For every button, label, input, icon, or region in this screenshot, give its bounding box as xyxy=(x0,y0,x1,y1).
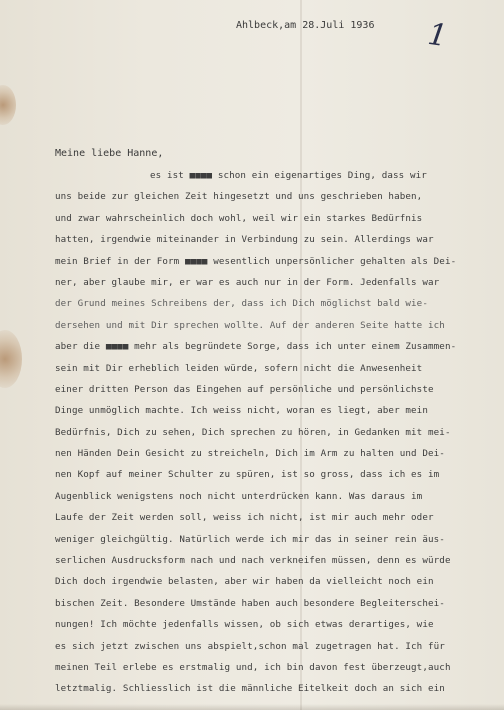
body-line: dersehen und mit Dir sprechen wollte. Auf der anderen Seite hatte ich xyxy=(55,319,445,331)
body-line: Dich doch irgendwie belasten, aber wir haben da vielleicht noch ein xyxy=(55,576,434,588)
body-line: nen Kopf auf meiner Schulter zu spüren, ist so gross, dass ich es im xyxy=(55,469,440,481)
body-line: es sich jetzt zwischen uns abspielt,schon mal zugetragen hat. Ich für xyxy=(55,640,445,652)
body-line: nungen! Ich möchte jedenfalls wissen, ob sich etwas derartiges, wie xyxy=(55,619,434,631)
body-line: Bedürfnis, Dich zu sehen, Dich sprechen zu hören, in Gedanken mit mei- xyxy=(55,426,451,438)
rust-stain-top xyxy=(0,85,16,125)
handwritten-page-number: 1 xyxy=(425,16,450,55)
body-line: sein mit Dir erheblich leiden würde, sofern nicht die Anwesenheit xyxy=(55,362,423,374)
body-line: weniger gleichgültig. Natürlich werde ich mir das in seiner rein äus- xyxy=(55,533,445,545)
body-line: hatten, irgendwie miteinander in Verbindung zu sein. Allerdings war xyxy=(55,234,434,246)
body-line: ner, aber glaube mir, er war es auch nur in der Form. Jedenfalls war xyxy=(55,276,440,288)
letter-body xyxy=(55,165,495,700)
body-line: Augenblick wenigstens noch nicht unterdrücken kann. Was daraus im xyxy=(55,490,423,502)
rust-stain-middle xyxy=(0,330,22,388)
salutation: Meine liebe Hanne, xyxy=(55,148,164,159)
paper-bottom-edge xyxy=(0,704,504,710)
body-line: aber die ■■■■ mehr als begründete Sorge, dass ich unter einem Zusammen- xyxy=(55,341,457,353)
body-line: und zwar wahrscheinlich doch wohl, weil wir ein starkes Bedürfnis xyxy=(55,212,423,224)
body-line: bischen Zeit. Besondere Umstände haben auch besondere Begleiterschei- xyxy=(55,597,445,609)
date-line: Ahlbeck,am 28.Juli 1936 xyxy=(236,20,375,31)
body-line: uns beide zur gleichen Zeit hingesetzt und uns geschrieben haben, xyxy=(55,191,423,203)
body-line: serlichen Ausdrucksform nach und nach verkneifen müssen, denn es würde xyxy=(55,555,451,567)
body-line: einer dritten Person das Eingehen auf persönliche und persönlichste xyxy=(55,383,434,395)
body-line: mein Brief in der Form ■■■■ wesentlich unpersönlicher gehalten als Dei- xyxy=(55,255,457,267)
body-line: nen Händen Dein Gesicht zu streicheln, Dich im Arm zu halten und Dei- xyxy=(55,448,445,460)
body-line: der Grund meines Schreibens der, dass ich Dich möglichst bald wie- xyxy=(55,298,428,310)
body-line: Dinge unmöglich machte. Ich weiss nicht, woran es liegt, aber mein xyxy=(55,405,428,417)
body-line: letztmalig. Schliesslich ist die männliche Eitelkeit doch an sich ein xyxy=(55,683,445,695)
body-line: meinen Teil erlebe es erstmalig und, ich bin davon fest überzeugt,auch xyxy=(55,661,451,673)
body-line: Laufe der Zeit werden soll, weiss ich nicht, ist mir auch mehr oder xyxy=(55,512,434,524)
body-line: es ist ■■■■ schon ein eigenartiges Ding, dass wir xyxy=(150,170,427,181)
